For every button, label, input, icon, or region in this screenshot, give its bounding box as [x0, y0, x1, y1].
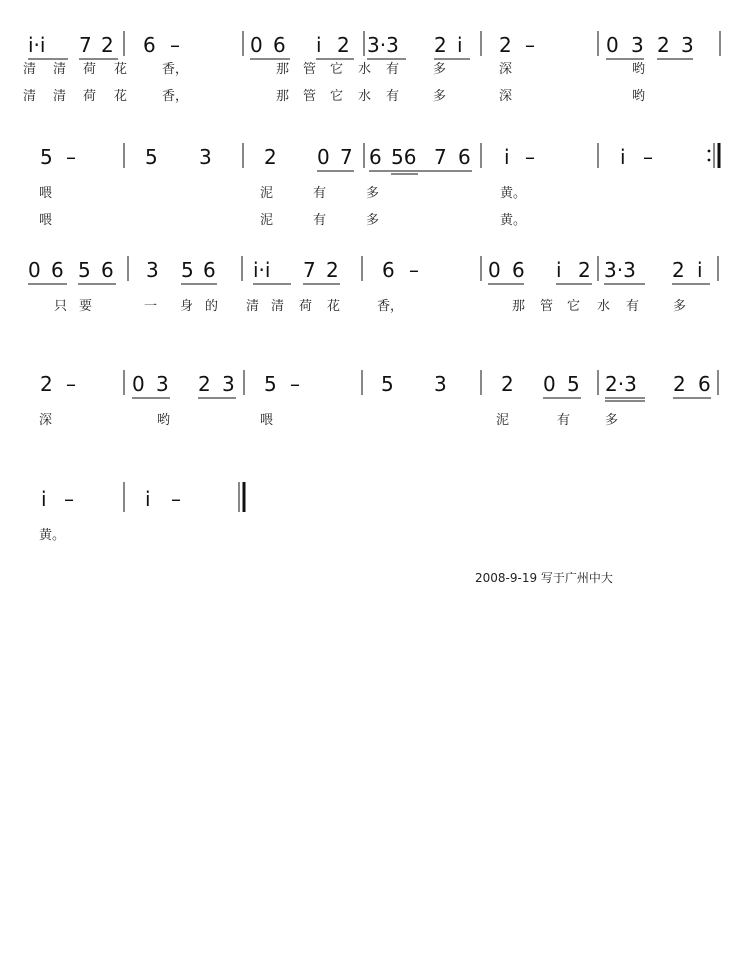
svg-text:–: – [409, 258, 419, 282]
lyric-syllable: 清 [53, 89, 67, 104]
svg-text:–: – [643, 145, 653, 169]
lyric-syllable: 清 [53, 62, 67, 77]
lyric-syllable: 喂 [39, 213, 53, 228]
svg-text:6: 6 [51, 258, 64, 282]
lyric-syllable: 要 [79, 299, 93, 314]
svg-text:0: 0 [317, 145, 330, 169]
system-2-lyrics-1 [0, 186, 750, 204]
svg-text:i: i [145, 487, 151, 511]
svg-text:–: – [170, 33, 180, 57]
svg-text:0: 0 [28, 258, 41, 282]
svg-text:i: i [457, 33, 463, 57]
lyric-syllable: 多 [433, 62, 447, 77]
svg-text:6: 6 [382, 258, 395, 282]
svg-text:5: 5 [145, 145, 158, 169]
svg-text:–: – [66, 145, 76, 169]
lyric-syllable: 多 [366, 213, 380, 228]
svg-text:5: 5 [567, 372, 580, 396]
system-4-lyrics-1 [0, 413, 750, 431]
lyric-syllable: 有 [386, 62, 400, 77]
lyric-syllable: 黄。 [39, 528, 66, 543]
svg-text:0: 0 [488, 258, 501, 282]
svg-text:2: 2 [198, 372, 211, 396]
svg-text:–: – [290, 372, 300, 396]
lyric-syllable: 喂 [39, 186, 53, 201]
svg-text:6: 6 [458, 145, 471, 169]
svg-text:i: i [620, 145, 626, 169]
svg-text:3: 3 [146, 258, 159, 282]
lyric-syllable: 只 [54, 299, 68, 314]
lyric-syllable: 有 [313, 213, 327, 228]
svg-text:i: i [504, 145, 510, 169]
lyric-syllable: 多 [605, 413, 619, 428]
svg-text:6: 6 [512, 258, 525, 282]
system-1-lyrics-1 [0, 62, 750, 80]
lyric-syllable: 清 [23, 62, 37, 77]
svg-text:3·3: 3·3 [367, 33, 399, 57]
svg-text:5: 5 [78, 258, 91, 282]
svg-text:–: – [66, 372, 76, 396]
svg-text:3·3: 3·3 [604, 258, 636, 282]
lyric-syllable: 那 [512, 299, 526, 314]
lyric-syllable: 深 [499, 62, 513, 77]
lyric-syllable: 它 [330, 62, 344, 77]
lyric-syllable: 荷 [83, 89, 97, 104]
svg-text:3: 3 [631, 33, 644, 57]
lyric-syllable: 花 [327, 299, 341, 314]
svg-text:6: 6 [273, 33, 286, 57]
svg-text:7: 7 [434, 145, 447, 169]
svg-text:2: 2 [264, 145, 277, 169]
svg-text:3: 3 [199, 145, 212, 169]
svg-text:2: 2 [434, 33, 447, 57]
lyric-syllable: 多 [673, 299, 687, 314]
svg-text:i: i [556, 258, 562, 282]
svg-text:3: 3 [681, 33, 694, 57]
svg-text:3: 3 [156, 372, 169, 396]
lyric-syllable: 清 [271, 299, 285, 314]
system-5-lyrics-1 [0, 528, 750, 546]
lyric-syllable: 它 [330, 89, 344, 104]
lyric-syllable: 泥 [260, 186, 274, 201]
svg-text:56: 56 [391, 145, 417, 169]
lyric-syllable: 管 [540, 299, 554, 314]
lyric-syllable: 有 [557, 413, 571, 428]
svg-text:i·i: i·i [28, 33, 46, 57]
svg-text:7: 7 [79, 33, 92, 57]
lyric-syllable: 那 [276, 62, 290, 77]
system-2-lyrics-2 [0, 213, 750, 231]
lyric-syllable: 深 [499, 89, 513, 104]
lyric-syllable: 的 [205, 299, 219, 314]
lyric-syllable: 一 [144, 299, 158, 314]
svg-text:2: 2 [657, 33, 670, 57]
svg-text:–: – [525, 33, 535, 57]
svg-text:5: 5 [381, 372, 394, 396]
lyric-syllable: 香， [162, 62, 189, 77]
svg-text:2: 2 [326, 258, 339, 282]
lyric-syllable: 哟 [632, 62, 646, 77]
lyric-syllable: 那 [276, 89, 290, 104]
svg-text:6: 6 [143, 33, 156, 57]
svg-text:6: 6 [369, 145, 382, 169]
svg-text:2: 2 [673, 372, 686, 396]
svg-text:3: 3 [434, 372, 447, 396]
system-3-lyrics-1 [0, 299, 750, 317]
svg-text:i: i [41, 487, 47, 511]
lyric-syllable: 哟 [632, 89, 646, 104]
svg-text:2: 2 [101, 33, 114, 57]
svg-text:–: – [64, 487, 74, 511]
lyric-syllable: 清 [23, 89, 37, 104]
lyric-syllable: 水 [597, 299, 611, 314]
svg-text:0: 0 [250, 33, 263, 57]
lyric-syllable: 喂 [260, 413, 274, 428]
lyric-syllable: 管 [303, 89, 317, 104]
svg-text:6: 6 [101, 258, 114, 282]
lyric-syllable: 花 [114, 62, 128, 77]
lyric-syllable: 管 [303, 62, 317, 77]
svg-text:7: 7 [340, 145, 353, 169]
lyric-syllable: 哟 [157, 413, 171, 428]
lyric-syllable: 有 [313, 186, 327, 201]
svg-text:0: 0 [543, 372, 556, 396]
svg-text:i: i [697, 258, 703, 282]
svg-text:5: 5 [181, 258, 194, 282]
lyric-syllable: 香， [162, 89, 189, 104]
svg-text:2: 2 [40, 372, 53, 396]
svg-text:2: 2 [578, 258, 591, 282]
lyric-syllable: 泥 [260, 213, 274, 228]
composition-note: 2008-9-19 写于广州中大 [475, 571, 613, 585]
svg-text:5: 5 [40, 145, 53, 169]
svg-text:0: 0 [606, 33, 619, 57]
lyric-syllable: 清 [246, 299, 260, 314]
svg-text:6: 6 [698, 372, 711, 396]
lyric-syllable: 多 [366, 186, 380, 201]
lyric-syllable: 水 [358, 62, 372, 77]
svg-text:3: 3 [222, 372, 235, 396]
lyric-syllable: 深 [39, 413, 53, 428]
lyric-syllable: 身 [180, 299, 194, 314]
svg-text:–: – [525, 145, 535, 169]
lyric-syllable: 水 [358, 89, 372, 104]
svg-text:2: 2 [501, 372, 514, 396]
svg-text:–: – [171, 487, 181, 511]
svg-text:2·3: 2·3 [605, 372, 637, 396]
lyric-syllable: 有 [626, 299, 640, 314]
lyric-syllable: 泥 [496, 413, 510, 428]
svg-text:2: 2 [499, 33, 512, 57]
svg-text:7: 7 [303, 258, 316, 282]
svg-text:6: 6 [203, 258, 216, 282]
svg-text:2: 2 [337, 33, 350, 57]
lyric-syllable: 它 [567, 299, 581, 314]
svg-text:i: i [316, 33, 322, 57]
lyric-syllable: 花 [114, 89, 128, 104]
svg-text:2: 2 [672, 258, 685, 282]
lyric-syllable: 有 [386, 89, 400, 104]
lyric-syllable: 黄。 [500, 186, 527, 201]
svg-text:i·i: i·i [253, 258, 271, 282]
svg-text:0: 0 [132, 372, 145, 396]
lyric-syllable: 黄。 [500, 213, 527, 228]
lyric-syllable: 香， [377, 299, 404, 314]
svg-text:5: 5 [264, 372, 277, 396]
lyric-syllable: 荷 [299, 299, 313, 314]
lyric-syllable: 荷 [83, 62, 97, 77]
system-1-lyrics-2 [0, 89, 750, 107]
lyric-syllable: 多 [433, 89, 447, 104]
